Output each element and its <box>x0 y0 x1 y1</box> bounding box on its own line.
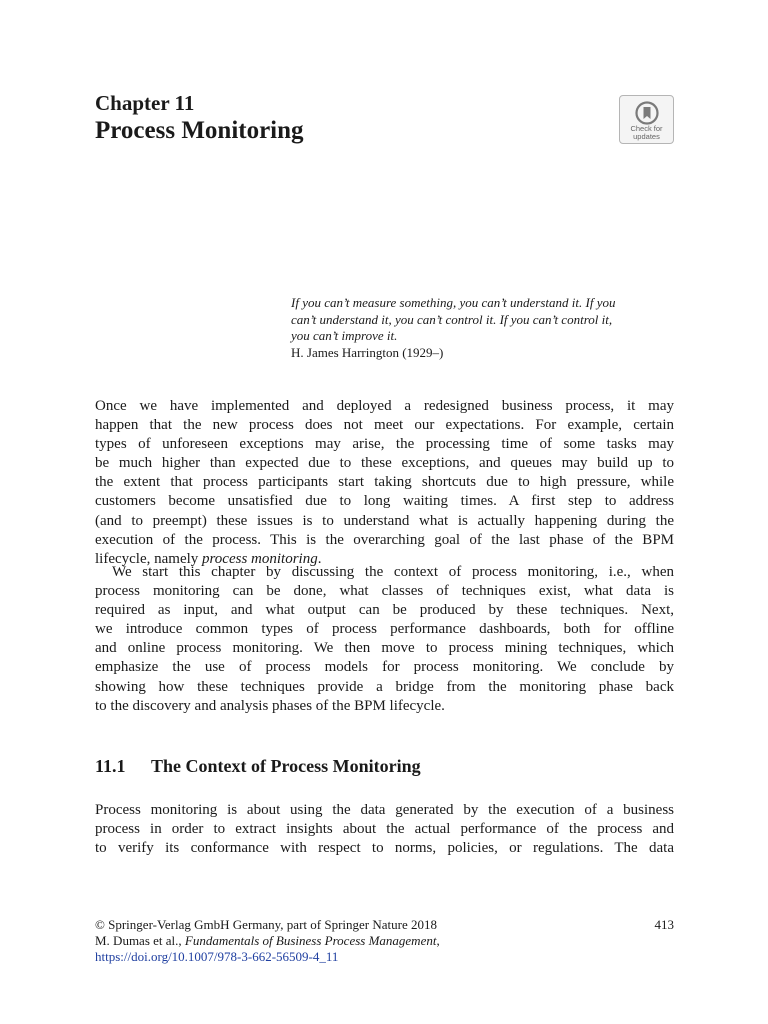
badge-line-1: Check for <box>630 124 663 133</box>
footer <box>95 917 674 966</box>
badge-line-2: updates <box>633 132 660 141</box>
last-line-prefix: lifecycle, namely <box>95 550 203 567</box>
paragraph-line: execution of the process. This is the overarching goal of the last phase of the BPM <box>95 531 674 548</box>
epigraph-line: If you can’t measure something, you can’t understand it. If you <box>291 295 616 310</box>
paragraph-line: required as input, and what output can be produced by these techniques. Next, <box>95 602 674 619</box>
process-monitoring-emphasis: process monitoring <box>202 550 318 567</box>
copyright-line: © Springer-Verlag GmbH Germany, part of Springer Nature 2018 <box>95 917 437 932</box>
second-paragraph <box>95 563 674 716</box>
chapter-label: Chapter 11 <box>95 91 195 115</box>
paragraph-line: the extent that process participants start taking shortcuts due to high pressure, while <box>95 474 674 491</box>
section-number: 11.1 <box>95 756 126 776</box>
paragraph-line: we introduce common types of process performance dashboards, both for offline <box>95 621 674 638</box>
paragraph-line: emphasize the use of process models for process monitoring. We conclude by <box>95 659 674 676</box>
section-heading <box>95 755 421 777</box>
paragraph-line: process in order to extract insights about the actual performance of the process and <box>95 821 674 838</box>
paragraph-line: customers become unsatisfied due to long waiting times. A first step to address <box>95 493 674 510</box>
paragraph-line: to the discovery and analysis phases of the BPM lifecycle. <box>95 697 445 714</box>
paragraph-line: types of unforeseen exceptions may arise, the processing time of some tasks may <box>95 436 674 453</box>
epigraph-quote <box>291 295 675 345</box>
epigraph-line: you can’t improve it. <box>291 328 398 344</box>
check-for-updates-badge[interactable] <box>619 95 674 144</box>
paragraph-line: (and to preempt) these issues is to understand what is actually happening during the <box>95 512 674 529</box>
paragraph-line: be much higher than expected due to these exceptions, and queues may build up to <box>95 455 674 472</box>
epigraph-author: H. James Harrington (1929–) <box>291 344 444 360</box>
section-title: The Context of Process Monitoring <box>151 756 421 776</box>
paragraph-line: Process monitoring is about using the data generated by the execution of a business <box>95 802 674 818</box>
paragraph-line: happen that the new process does not meet our expectations. For example, certain <box>95 417 674 434</box>
bookmark-ring-icon <box>635 101 659 125</box>
paragraph-line: process monitoring can be done, what classes of techniques exist, what data is <box>95 583 674 600</box>
paragraph-line: showing how these techniques provide a bridge from the monitoring phase back <box>95 678 674 695</box>
section-paragraph <box>95 801 674 858</box>
citation-prefix: M. Dumas et al., <box>95 933 185 949</box>
doi-link[interactable]: https://doi.org/10.1007/978-3-662-56509-4_11 <box>95 949 339 965</box>
citation-title: Fundamentals of Business Process Management <box>184 933 437 949</box>
page-number: 413 <box>654 917 674 932</box>
citation-suffix: , <box>436 933 440 949</box>
paragraph-line: to verify its conformance with respect to norms, policies, or regulations. The data <box>95 840 674 857</box>
last-line-suffix: . <box>317 550 322 567</box>
badge-text <box>620 125 673 141</box>
epigraph-line: can’t understand it, you can’t control it. If you can’t control it, <box>291 311 613 327</box>
intro-paragraph <box>95 397 674 569</box>
epigraph <box>291 295 675 361</box>
citation-line <box>95 933 674 949</box>
paragraph-line: Once we have implemented and deployed a redesigned business process, it may <box>95 398 674 414</box>
chapter-title: Process Monitoring <box>95 117 304 144</box>
paragraph-line: and online process monitoring. We then move to process mining techniques, which <box>95 640 674 657</box>
paragraph-line: We start this chapter by discussing the context of process monitoring, i.e., when <box>112 564 674 580</box>
